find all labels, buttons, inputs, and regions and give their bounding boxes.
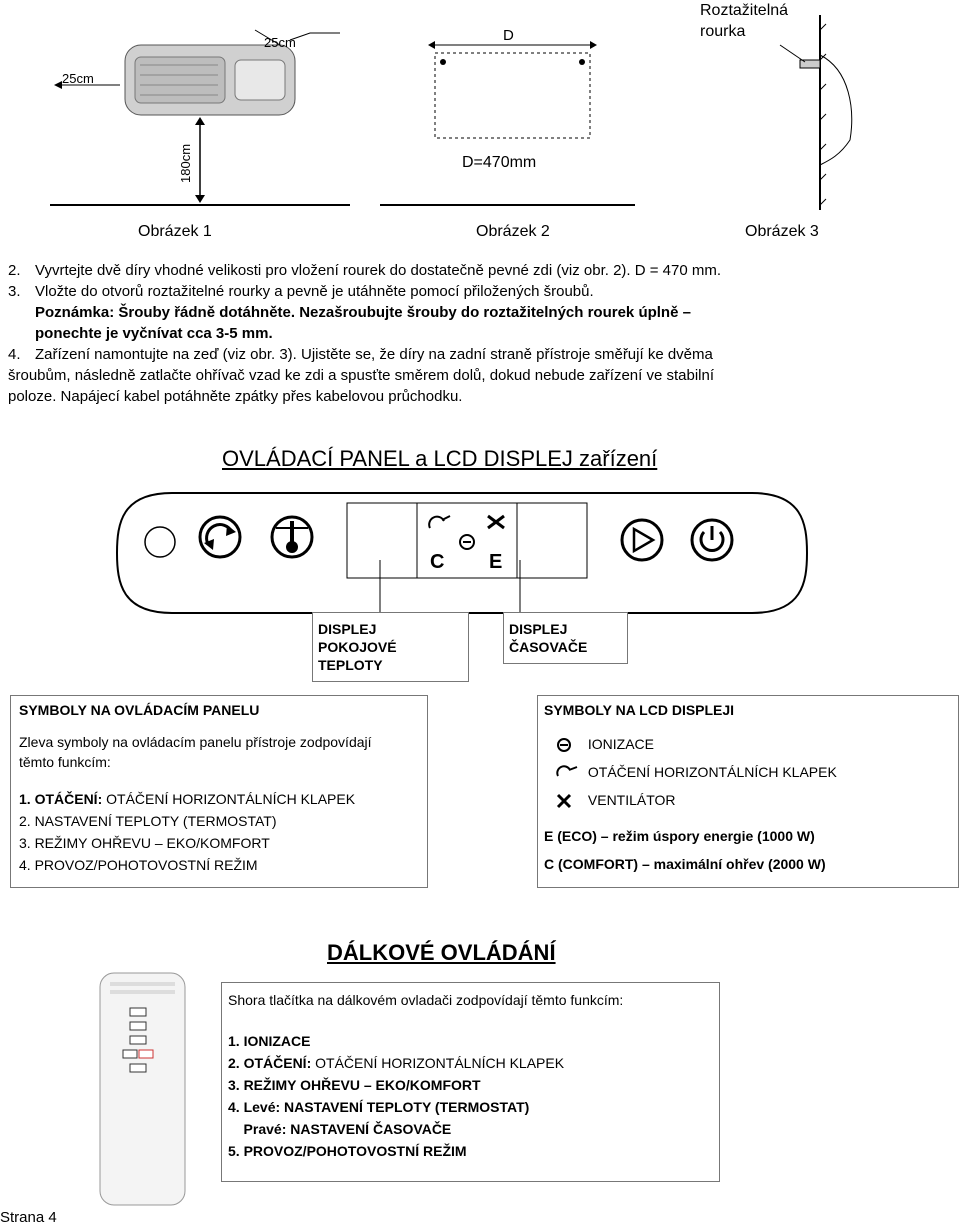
panel-indicator-light — [145, 527, 175, 557]
remote-item-bold: 1. IONIZACE — [228, 1033, 311, 1049]
swing-icon — [544, 765, 584, 781]
instruction-num: 4. — [8, 346, 21, 363]
lcd-symbol-swing — [544, 758, 952, 786]
remote-functions-list — [228, 1030, 713, 1162]
instruction-4 — [8, 344, 721, 365]
fan-icon — [544, 793, 584, 809]
fig3-label-line-1: Roztažitelná — [700, 2, 789, 19]
panel-symbol-item-text: 3. REŽIMY OHŘEVU – EKO/KOMFORT — [19, 835, 270, 851]
panel-symbol-item-text: OTÁČENÍ HORIZONTÁLNÍCH KLAPEK — [102, 791, 356, 807]
panel-symbol-item-3 — [19, 832, 419, 854]
panel-symbol-item-4 — [19, 854, 419, 876]
remote-swing-button — [130, 1022, 146, 1030]
instruction-text: Zařízení namontujte na zeď (viz obr. 3). Ujistěte se, že díry na zadní straně přístroje směřují ke dvěma — [35, 346, 713, 363]
panel-symbol-item-1 — [19, 788, 419, 810]
fig1-dim-top: 25cm — [264, 35, 296, 50]
instruction-num: 2. — [8, 262, 21, 279]
panel-symbol-item-2 — [19, 810, 419, 832]
figure-1-heater-clearance — [40, 5, 360, 215]
lcd-symbol-fan — [544, 786, 952, 814]
remote-item-bold: 3. REŽIMY OHŘEVU – EKO/KOMFORT — [228, 1077, 481, 1093]
remote-item-4 — [228, 1096, 713, 1118]
thermostat-button-icon — [272, 517, 312, 557]
swing-button-icon — [200, 517, 240, 557]
instruction-4-line-2: šroubům, následně zatlačte ohřívač vzad ke zdi a spusťte směrem dolů, dokud nebude zařízení ve stabilní — [8, 367, 715, 384]
lcd-symbol-label: VENTILÁTOR — [587, 792, 676, 808]
instruction-text: Vyvrtejte dvě díry vhodné velikosti pro vložení rourek do dostatečně pevné zdi (viz obr. 2). D = 470 mm. — [35, 262, 722, 279]
figure-2-drill-template — [380, 5, 640, 215]
remote-heading: DÁLKOVÉ OVLÁDÁNÍ — [327, 940, 556, 965]
panel-heading: OVLÁDACÍ PANEL a LCD DISPLEJ zařízení — [222, 446, 658, 471]
lcd-letter-e: E — [489, 551, 503, 573]
panel-symbols-list — [19, 788, 419, 876]
panel-symbols-intro-line: těmto funkcím: — [19, 754, 111, 770]
instruction-note-line-2: ponechte je vyčnívat cca 3-5 mm. — [35, 325, 273, 342]
callout-lines — [370, 560, 540, 620]
ionizer-icon — [544, 737, 584, 753]
page-number: Strana 4 — [0, 1209, 57, 1226]
fig1-dim-height: 180cm — [178, 143, 193, 183]
fig1-dim-left: 25cm — [62, 71, 94, 86]
instruction-list — [8, 260, 721, 407]
caption-figure-2: Obrázek 2 — [476, 223, 550, 240]
panel-symbol-item-text: 2. NASTAVENÍ TEPLOTY (TERMOSTAT) — [19, 813, 277, 829]
lcd-mode-eco: E (ECO) – režim úspory energie (1000 W) — [544, 828, 815, 844]
remote-box-intro: Shora tlačítka na dálkovém ovladači zodpovídají těmto funkcím: — [228, 992, 624, 1008]
lcd-modes — [544, 822, 952, 878]
panel-symbol-item-text: 4. PROVOZ/POHOTOVOSTNÍ REŽIM — [19, 857, 258, 873]
lcd-letter-c: C — [430, 551, 445, 573]
remote-temp-button — [123, 1050, 137, 1058]
remote-item-2 — [228, 1052, 713, 1074]
remote-item-3 — [228, 1074, 713, 1096]
remote-ionizer-button — [130, 1008, 146, 1016]
callout-room-temp-line: TEPLOTY — [318, 657, 383, 673]
remote-control-image — [95, 970, 190, 1210]
fig2-label-d: D — [503, 27, 514, 44]
remote-power-button — [130, 1064, 146, 1072]
instruction-note-line-1: Poznámka: Šrouby řádně dotáhněte. Nezašroubujte šrouby do roztažitelných rourek úplně – — [35, 304, 691, 321]
mode-button-icon — [622, 520, 662, 560]
caption-figure-1: Obrázek 1 — [138, 223, 212, 240]
instruction-num: 3. — [8, 283, 21, 300]
fig3-label — [700, 0, 788, 42]
remote-item-bold: Pravé: NASTAVENÍ ČASOVAČE — [228, 1121, 452, 1137]
remote-item-text: OTÁČENÍ HORIZONTÁLNÍCH KLAPEK — [311, 1055, 565, 1071]
lcd-symbol-label: IONIZACE — [587, 736, 655, 752]
lcd-symbol-ionizer — [544, 730, 952, 758]
callout-timer-line: ČASOVAČE — [509, 639, 588, 655]
callout-timer — [503, 612, 628, 664]
panel-symbols-title: SYMBOLY NA OVLÁDACÍM PANELU — [19, 702, 260, 718]
caption-figure-3: Obrázek 3 — [745, 223, 819, 240]
callout-room-temp-line: POKOJOVÉ — [318, 639, 397, 655]
remote-item-bold: 5. PROVOZ/POHOTOVOSTNÍ REŽIM — [228, 1143, 467, 1159]
lcd-symbol-label: OTÁČENÍ HORIZONTÁLNÍCH KLAPEK — [587, 764, 837, 780]
instruction-3 — [8, 281, 721, 302]
panel-symbols-box — [10, 695, 428, 888]
lcd-symbols-list — [544, 730, 952, 814]
remote-item-5 — [228, 1140, 713, 1162]
remote-functions-box — [221, 982, 720, 1182]
lcd-mode-comfort: C (COMFORT) – maximální ohřev (2000 W) — [544, 856, 826, 872]
remote-item-1 — [228, 1030, 713, 1052]
lcd-symbols-title: SYMBOLY NA LCD DISPLEJI — [544, 702, 735, 718]
fig3-label-line-2: rourka — [700, 23, 746, 40]
fig2-dim: D=470mm — [462, 154, 537, 171]
instruction-text: Vložte do otvorů roztažitelné rourky a pevně je utáhněte pomocí přiložených šroubů. — [35, 283, 594, 300]
lcd-symbols-box — [537, 695, 959, 888]
remote-mode-button — [130, 1036, 146, 1044]
instruction-2 — [8, 260, 721, 281]
callout-room-temp — [312, 612, 469, 682]
panel-symbol-item-bold: 1. OTÁČENÍ: — [19, 791, 103, 807]
lcd-ionizer-icon — [460, 535, 474, 549]
remote-item-bold: 2. OTÁČENÍ: — [228, 1055, 312, 1071]
panel-symbols-intro — [19, 732, 419, 772]
callout-timer-line: DISPLEJ — [509, 621, 568, 637]
panel-symbols-intro-line: Zleva symboly na ovládacím panelu přístroje zodpovídají — [19, 734, 372, 750]
callout-room-temp-line: DISPLEJ — [318, 621, 377, 637]
remote-timer-button — [139, 1050, 153, 1058]
instruction-4-line-3: poloze. Napájecí kabel potáhněte zpátky přes kabelovou průchodku. — [8, 388, 463, 405]
remote-item-4b — [228, 1118, 713, 1140]
power-button-icon — [692, 520, 732, 560]
remote-item-bold: 4. Levé: NASTAVENÍ TEPLOTY (TERMOSTAT) — [228, 1099, 530, 1115]
